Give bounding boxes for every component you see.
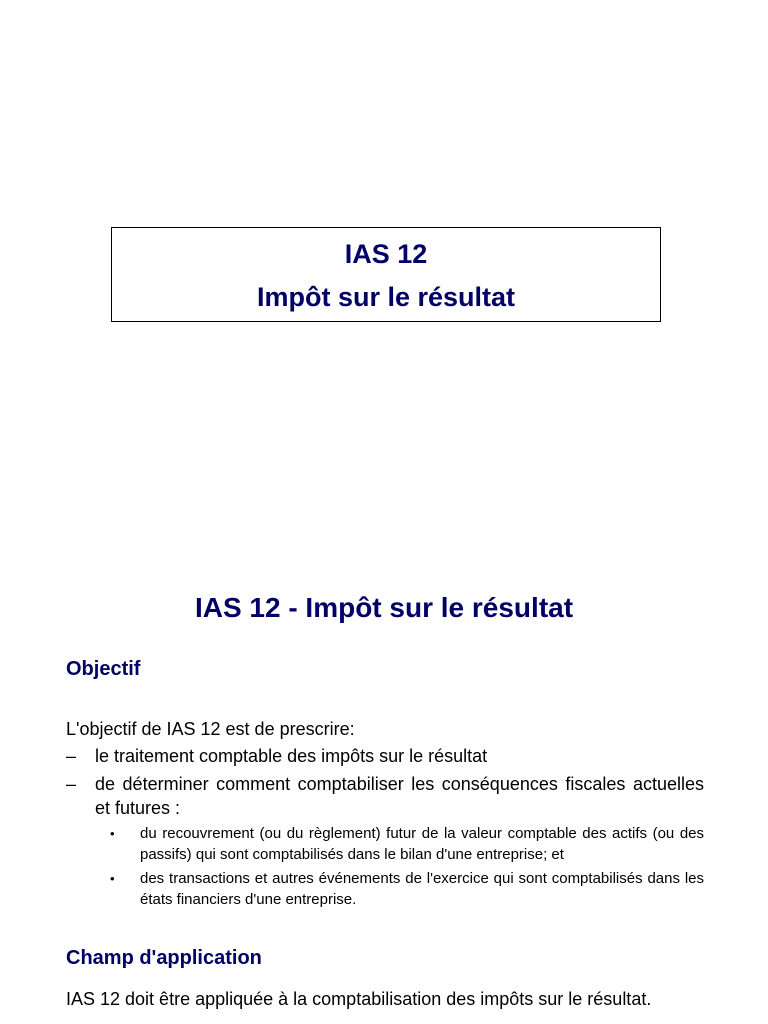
- objective-subitem-text: du recouvrement (ou du règlement) futur de la valeur comptable des actifs (ou des passifs) qui sont comptabilisés dans le bilan d'une entreprise; et: [140, 825, 704, 863]
- cover-title-line2: Impôt sur le résultat: [256, 282, 516, 312]
- slide-title: IAS 12 - Impôt sur le résultat: [194, 592, 574, 623]
- scope-text: IAS 12 doit être appliquée à la comptabilisation des impôts sur le résultat.: [66, 989, 652, 1009]
- objective-item-1: [66, 744, 704, 768]
- objective-subitem-text: des transactions et autres événements de l'exercice qui sont comptabilisés dans les états financiers d'une entreprise.: [140, 870, 704, 908]
- cover-title-line1: IAS 12: [344, 239, 428, 269]
- objective-subitem-1: [110, 823, 704, 865]
- bullet-marker: •: [110, 871, 115, 886]
- objective-item-text: le traitement comptable des impôts sur le résultat: [95, 746, 488, 766]
- dash-marker: –: [66, 746, 77, 766]
- scope-heading: Champ d'application: [66, 947, 262, 969]
- objective-heading: Objectif: [66, 658, 141, 680]
- objective-item-text: de déterminer comment comptabiliser les conséquences fiscales actuelles et futures :: [95, 774, 704, 818]
- objective-intro: L'objectif de IAS 12 est de prescrire:: [66, 719, 355, 739]
- objective-subitem-2: [110, 868, 704, 910]
- dash-marker: –: [66, 774, 77, 794]
- bullet-marker: •: [110, 826, 115, 841]
- objective-item-2: [66, 772, 704, 820]
- cover-title-box: [111, 227, 661, 322]
